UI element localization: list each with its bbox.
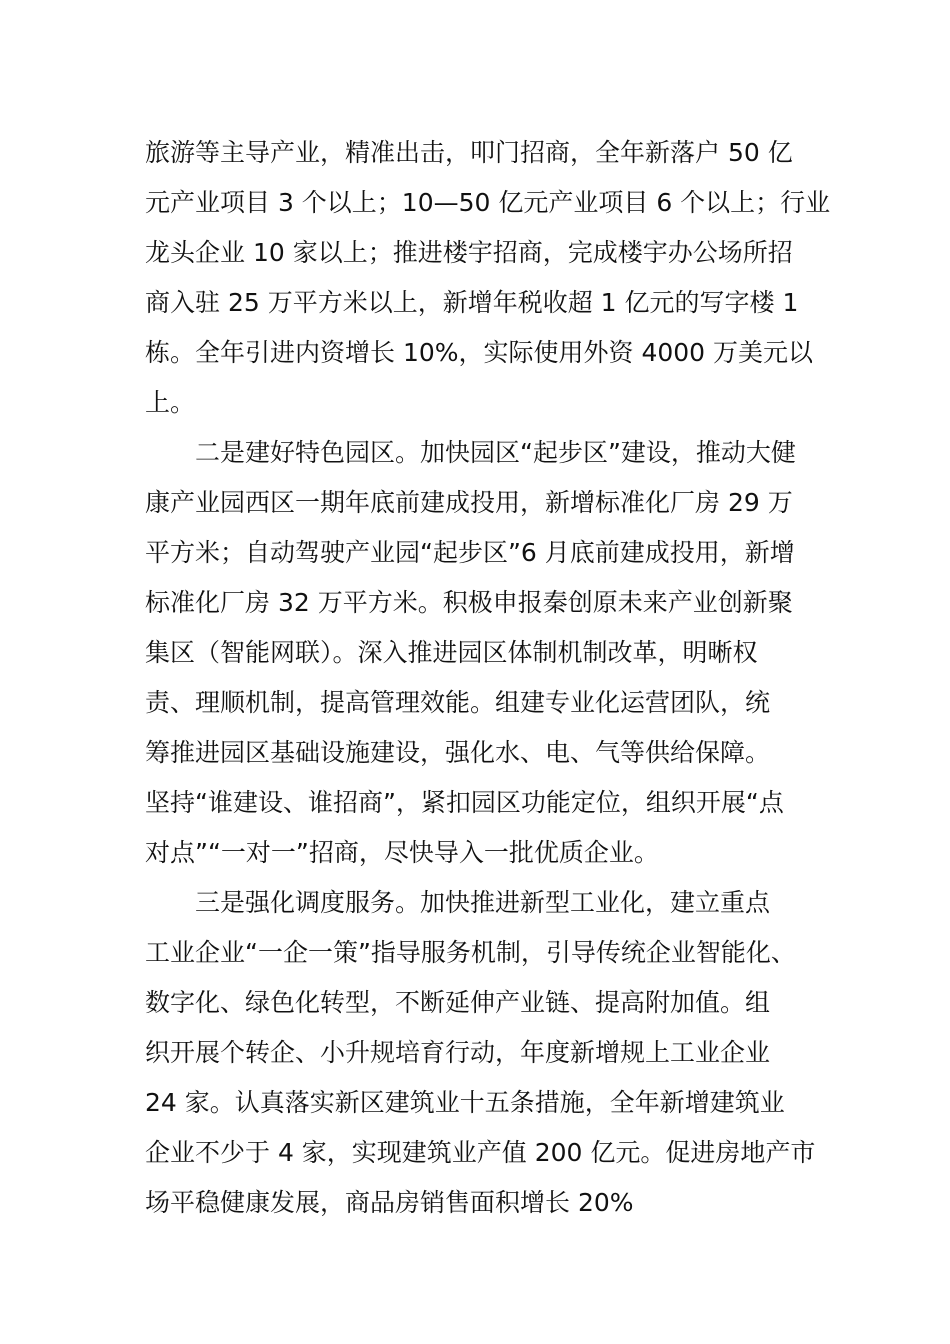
text-line: 工业企业“一企一策”指导服务机制，引导传统企业智能化、	[145, 938, 796, 967]
document-body	[145, 128, 831, 1228]
text-line: 企业不少于 4 家，实现建筑业产值 200 亿元。促进房地产市	[145, 1138, 816, 1167]
text-line: 场平稳健康发展，商品房销售面积增长 20%	[145, 1188, 634, 1217]
text-line: 24 家。认真落实新区建筑业十五条措施，全年新增建筑业	[145, 1088, 785, 1117]
text-line: 栋。全年引进内资增长 10%，实际使用外资 4000 万美元以	[145, 338, 814, 367]
paragraph-parks	[145, 428, 810, 878]
text-line: 元产业项目 3 个以上；10—50 亿元产业项目 6 个以上；行业	[145, 188, 831, 217]
text-line: 平方米；自动驾驶产业园“起步区”6 月底前建成投用，新增	[145, 538, 795, 567]
text-line: 织开展个转企、小升规培育行动，年度新增规上工业企业	[145, 1038, 771, 1067]
text-line: 数字化、绿色化转型，不断延伸产业链、提高附加值。组	[145, 988, 771, 1017]
text-line: 对点”“一对一”招商，尽快导入一批优质企业。	[145, 838, 659, 867]
text-line: 责、理顺机制，提高管理效能。组建专业化运营团队，统	[145, 688, 771, 717]
text-line: 筹推进园区基础设施建设，强化水、电、气等供给保障。	[145, 738, 771, 767]
paragraph-continued	[145, 128, 831, 428]
text-line: 三是强化调度服务。加快推进新型工业化，建立重点	[195, 888, 771, 917]
text-line: 集区（智能网联）。深入推进园区体制机制改革，明晰权	[145, 638, 758, 667]
text-line: 二是建好特色园区。加快园区“起步区”建设，推动大健	[195, 438, 796, 467]
text-line: 龙头企业 10 家以上；推进楼宇招商，完成楼宇办公场所招	[145, 238, 793, 267]
text-line: 旅游等主导产业，精准出击，叩门招商，全年新落户 50 亿	[145, 138, 793, 167]
text-line: 坚持“谁建设、谁招商”，紧扣园区功能定位，组织开展“点	[145, 788, 784, 817]
text-line: 标准化厂房 32 万平方米。积极申报秦创原未来产业创新聚	[145, 588, 793, 617]
text-line: 康产业园西区一期年底前建成投用，新增标准化厂房 29 万	[145, 488, 793, 517]
paragraph-services	[145, 878, 816, 1228]
text-line: 上。	[145, 388, 196, 417]
text-line: 商入驻 25 万平方米以上，新增年税收超 1 亿元的写字楼 1	[145, 288, 799, 317]
